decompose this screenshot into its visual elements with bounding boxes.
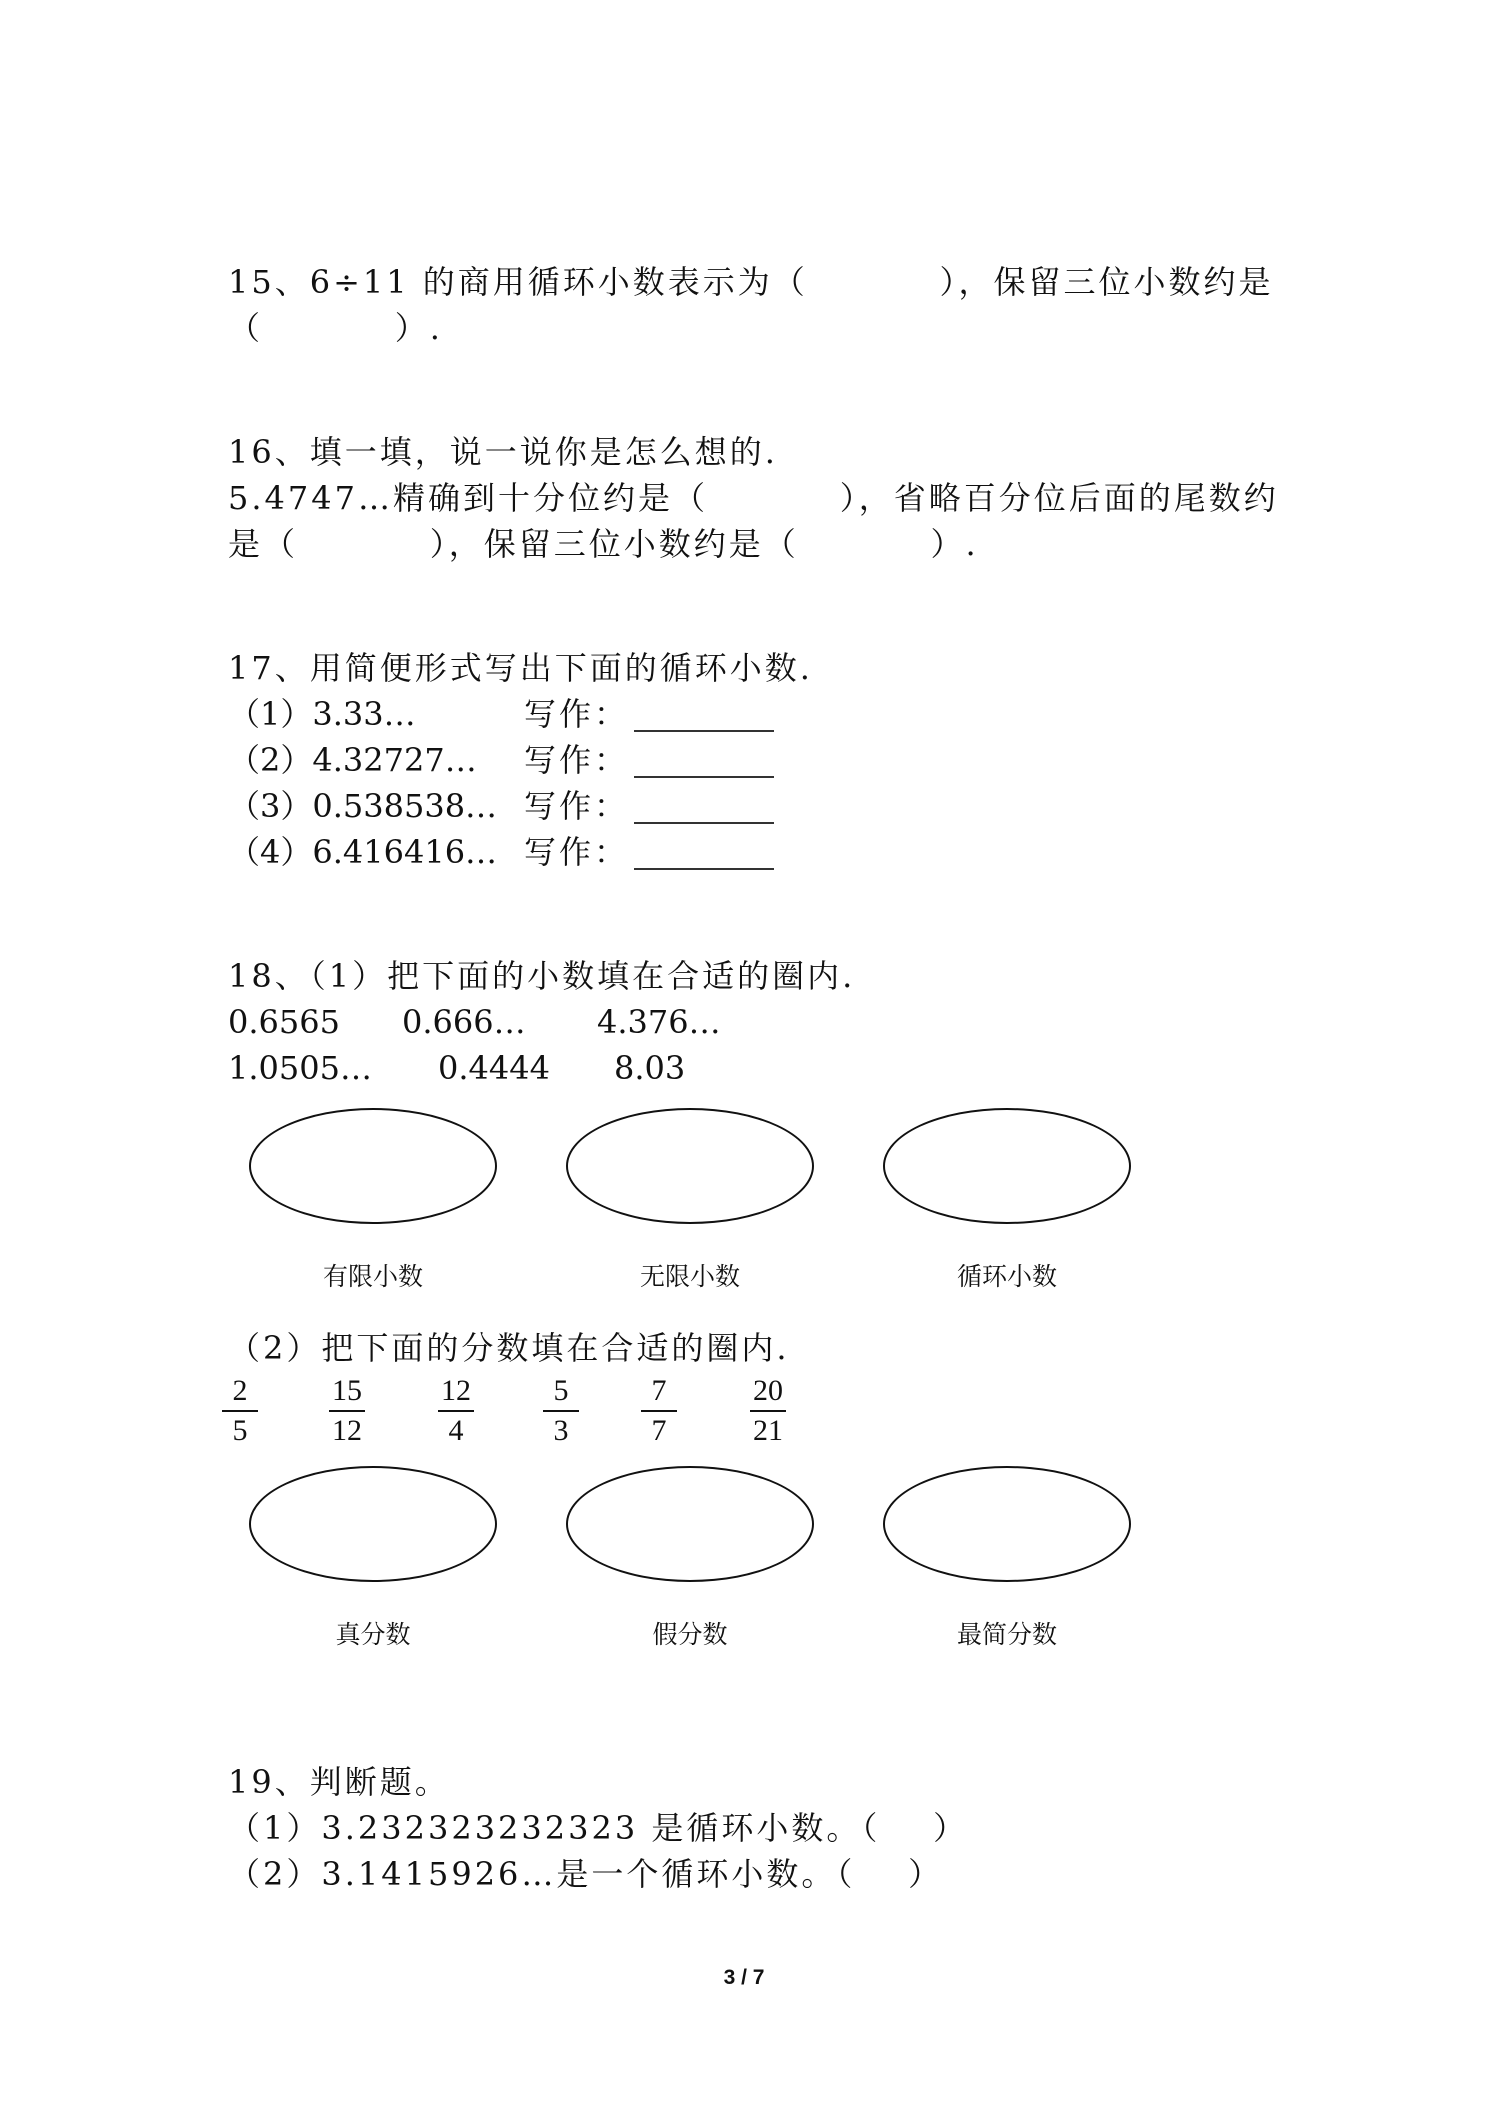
q17-item-3-label: （3）0.538538… xyxy=(228,787,498,825)
fraction-denominator: 7 xyxy=(651,1414,667,1447)
q17-item-4-answer-blank[interactable] xyxy=(634,868,774,870)
fraction-numerator: 15 xyxy=(332,1374,362,1407)
decimal-0-666: 0.666… xyxy=(402,1003,526,1041)
q16-line-2: 5.4747…精确到十分位约是（ ），省略百分位后面的尾数约 xyxy=(228,479,1279,517)
fraction-15-12 xyxy=(325,1374,369,1448)
circle-simplest-fraction[interactable] xyxy=(883,1466,1131,1582)
fraction-denominator: 21 xyxy=(753,1414,783,1447)
fraction-numerator: 5 xyxy=(553,1374,569,1407)
q19-item-2: （2）3.1415926…是一个循环小数。（ ） xyxy=(228,1855,944,1893)
fraction-denominator: 4 xyxy=(448,1414,464,1447)
fraction-denominator: 3 xyxy=(553,1414,569,1447)
fraction-20-21 xyxy=(746,1374,790,1448)
circle-infinite-decimal[interactable] xyxy=(566,1108,814,1224)
circle-label-finite-decimal: 有限小数 xyxy=(322,1262,423,1291)
decimal-0-4444: 0.4444 xyxy=(438,1049,550,1087)
q17-item-3-answer-blank[interactable] xyxy=(634,822,774,824)
q17-item-1-write: 写作： xyxy=(524,695,630,733)
circle-repeating-decimal[interactable] xyxy=(883,1108,1131,1224)
fraction-numerator: 12 xyxy=(441,1374,471,1407)
fraction-7-7 xyxy=(637,1374,681,1448)
q17-item-2-write: 写作： xyxy=(524,741,630,779)
fraction-numerator: 7 xyxy=(651,1374,667,1407)
circle-proper-fraction[interactable] xyxy=(249,1466,497,1582)
circle-improper-fraction[interactable] xyxy=(566,1466,814,1582)
q16-line-1: 16、填一填，说一说你是怎么想的. xyxy=(228,433,778,471)
fraction-denominator: 5 xyxy=(232,1414,248,1447)
circle-label-simplest-fraction: 最简分数 xyxy=(956,1620,1057,1649)
q17-item-2-label: （2）4.32727… xyxy=(228,741,477,779)
q15-line-1: 15、6÷11 的商用循环小数表示为（ ），保留三位小数约是 xyxy=(228,263,1274,301)
decimal-0-6565: 0.6565 xyxy=(228,1003,340,1041)
circle-finite-decimal[interactable] xyxy=(249,1108,497,1224)
q17-item-2-answer-blank[interactable] xyxy=(634,776,774,778)
q17-item-1-label: （1）3.33… xyxy=(228,695,416,733)
fraction-12-4 xyxy=(434,1374,478,1448)
fraction-denominator: 12 xyxy=(332,1414,362,1447)
fraction-numerator: 2 xyxy=(232,1374,248,1407)
q17-title: 17、用简便形式写出下面的循环小数. xyxy=(228,649,813,687)
circle-label-proper-fraction: 真分数 xyxy=(335,1620,411,1649)
q17-item-3-write: 写作： xyxy=(524,787,630,825)
fraction-numerator: 20 xyxy=(753,1374,783,1407)
q15-line-2: （ ）. xyxy=(228,309,443,347)
circle-label-repeating-decimal: 循环小数 xyxy=(956,1262,1057,1291)
fraction-5-3 xyxy=(539,1374,583,1448)
q18-part1-title: 18、（1）把下面的小数填在合适的圈内. xyxy=(228,957,856,995)
circle-label-improper-fraction: 假分数 xyxy=(652,1620,728,1649)
fraction-2-5 xyxy=(218,1374,262,1448)
circle-label-infinite-decimal: 无限小数 xyxy=(639,1262,740,1291)
q18-part2-title: （2）把下面的分数填在合适的圈内. xyxy=(228,1329,790,1367)
q17-item-4-label: （4）6.416416… xyxy=(228,833,498,871)
q19-title: 19、判断题。 xyxy=(228,1763,450,1801)
page-number: 3 / 7 xyxy=(723,1966,765,1989)
decimal-1-0505: 1.0505… xyxy=(228,1049,372,1087)
q16-line-3: 是（ ），保留三位小数约是（ ）. xyxy=(228,525,979,563)
decimal-8-03: 8.03 xyxy=(614,1049,686,1087)
q17-item-4-write: 写作： xyxy=(524,833,630,871)
q19-item-1: （1）3.232323232323 是循环小数。（ ） xyxy=(228,1809,969,1847)
decimal-4-376: 4.376… xyxy=(597,1003,721,1041)
q17-item-1-answer-blank[interactable] xyxy=(634,730,774,732)
